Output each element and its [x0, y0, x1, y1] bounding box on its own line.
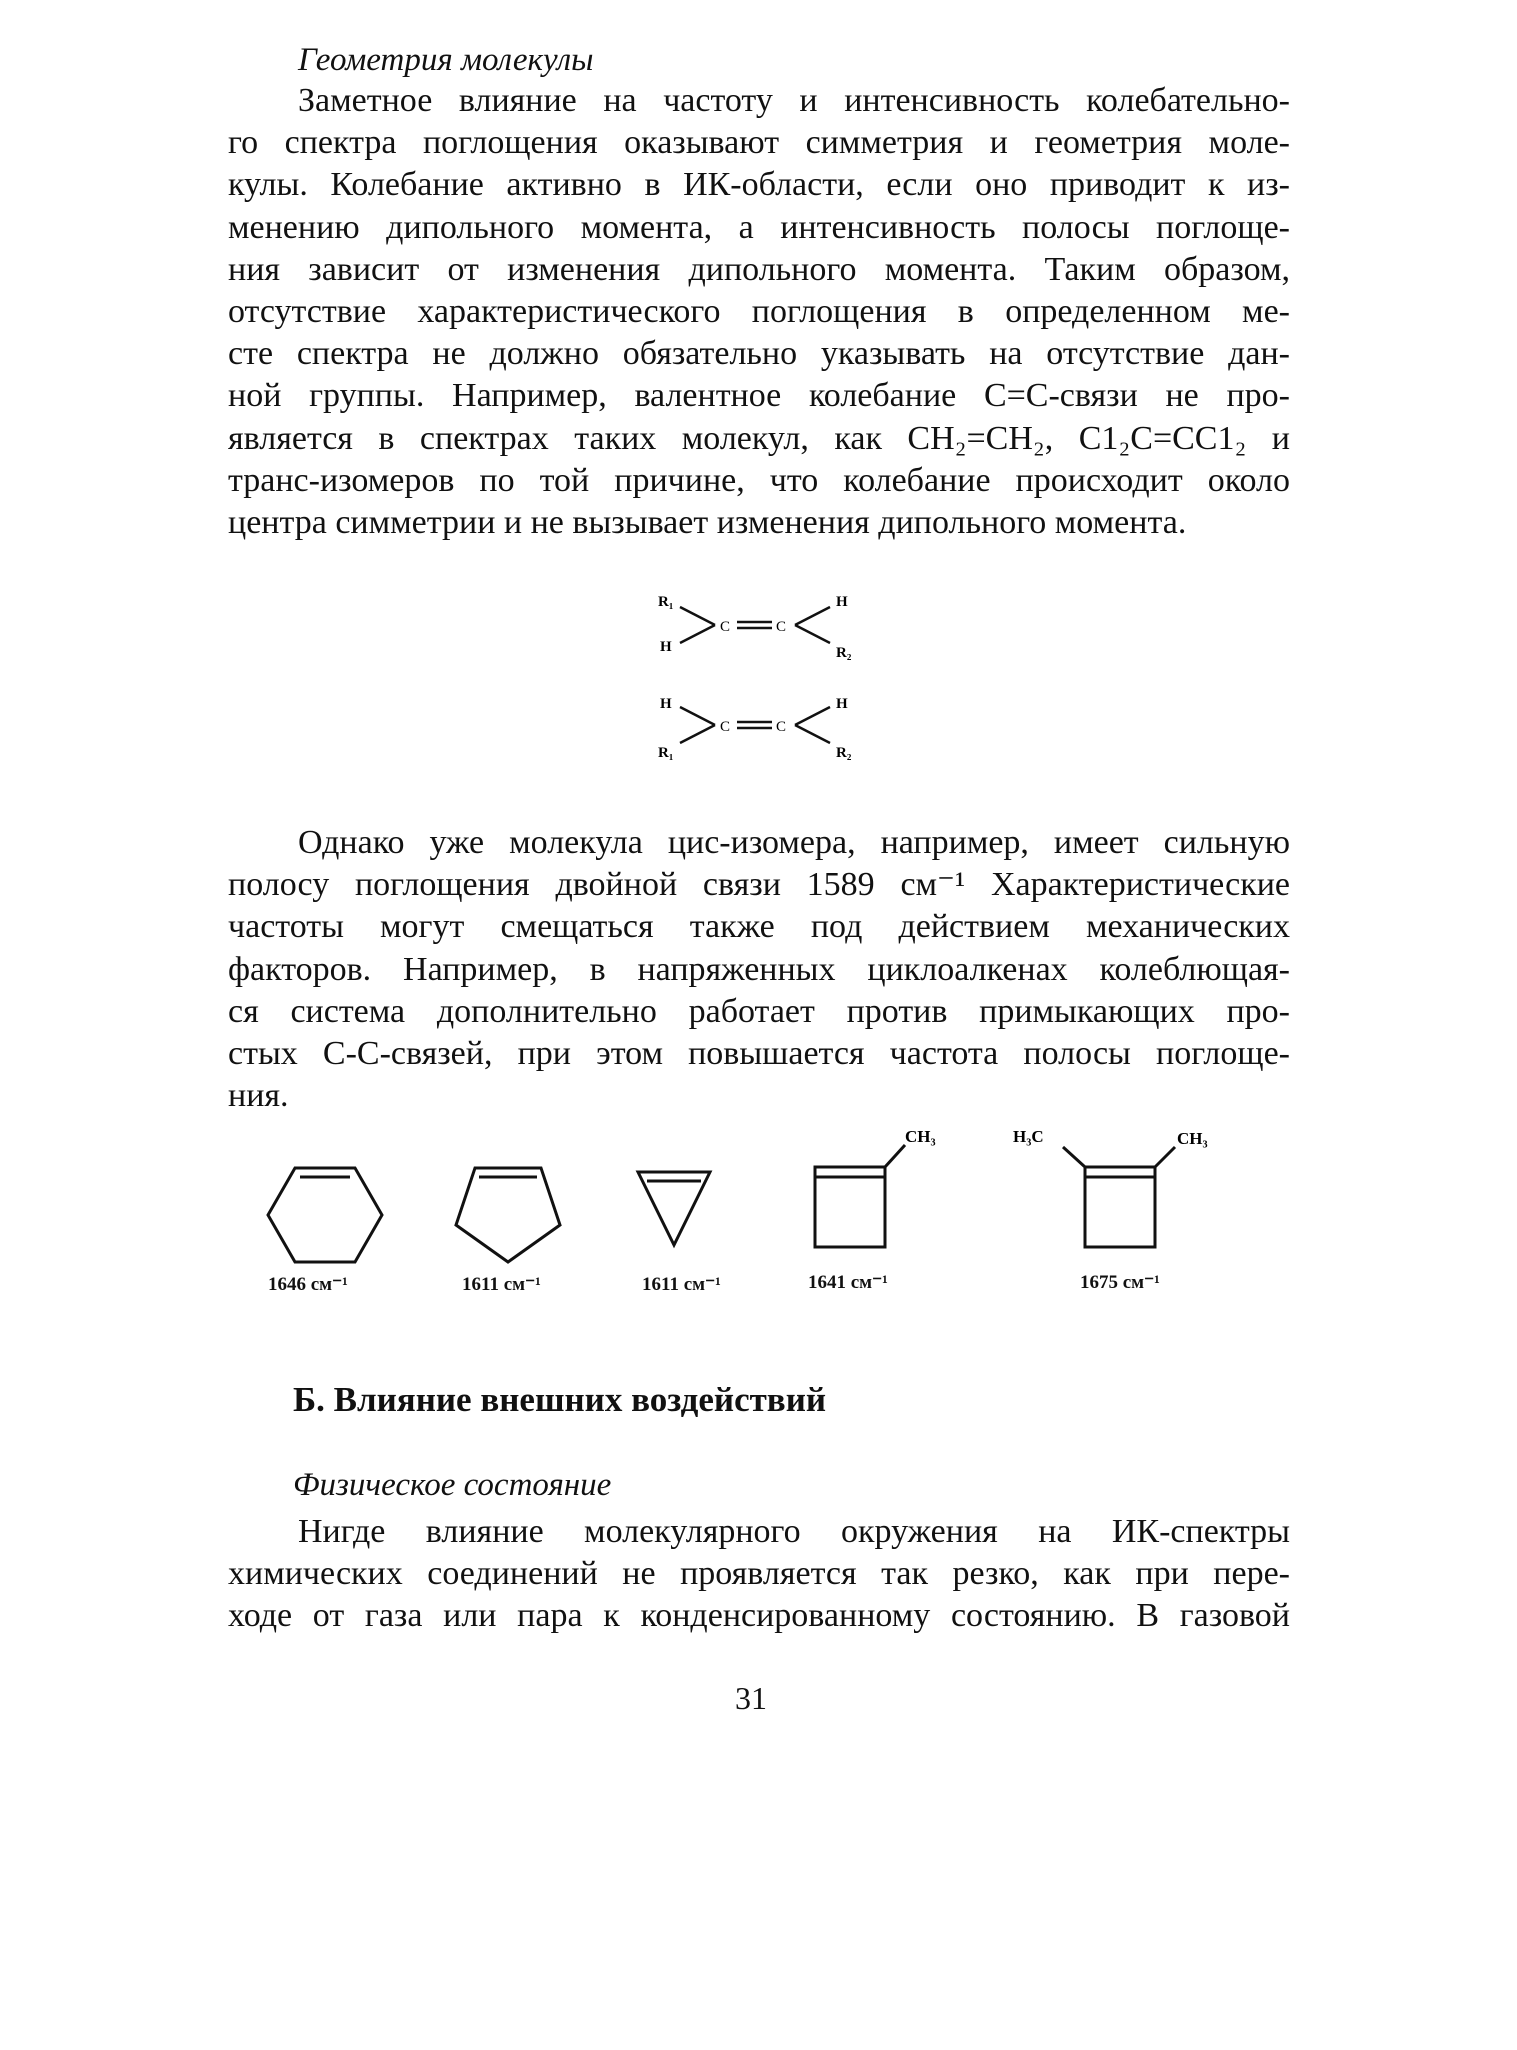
cyclohexene-frequency: 1646 см⁻¹	[268, 1274, 348, 1295]
cyclopentene-frequency: 1611 см⁻¹	[462, 1274, 541, 1295]
cis-right-bottom-label: R₂	[836, 745, 852, 761]
paragraph-line: ния.	[228, 1077, 289, 1115]
cyclohexene-structure	[268, 1168, 382, 1262]
section-title-external-effects: Б. Влияние внешних воздействий	[293, 1380, 827, 1419]
methyl-right-label: CH₃	[1177, 1129, 1208, 1148]
paragraph-line: факторов. Например, в напряженных циклоалкенах колеблющая-	[228, 950, 1290, 988]
dimethylcyclobutene-frequency: 1675 см⁻¹	[1080, 1272, 1160, 1293]
paragraph-line: ния зависит от изменения дипольного момента. Таким образом,	[228, 250, 1290, 288]
paragraph-line: частоты могут смещаться также под действием механических	[228, 908, 1290, 946]
paragraph-line: Нигде влияние молекулярного окружения на ИК-спектры	[298, 1513, 1290, 1550]
paragraph-line: Однако уже молекула цис-изомера, например, имеет сильную	[298, 824, 1290, 861]
methyl-label: CH₃	[905, 1127, 936, 1146]
paragraph-line: кулы. Колебание активно в ИК-области, если оно приводит к из-	[228, 166, 1290, 204]
trans-c1-label: C	[720, 619, 731, 635]
trans-c2-label: C	[776, 619, 787, 635]
cis-alkene-structure	[680, 707, 830, 743]
paragraph-cis-isomer	[228, 822, 1290, 1117]
paragraph-line: центра симметрии и не вызывает изменения дипольного момента.	[228, 503, 1187, 541]
paragraph-line: является в спектрах таких молекул, как СН₂=СН₂, С1₂С=СС1₂ и	[228, 419, 1290, 457]
page-number: 31	[735, 1680, 767, 1716]
trans-right-top-label: H	[836, 594, 848, 610]
paragraph-line: менению дипольного момента, а интенсивность полосы поглоще-	[228, 208, 1290, 246]
paragraph-line: ся система дополнительно работает против примыкающих про-	[228, 992, 1290, 1030]
paragraph-line: го спектра поглощения оказывают симметрия и геометрия моле-	[228, 124, 1290, 162]
cycloalkenes-figure	[255, 1120, 1215, 1320]
paragraph-line: сте спектра не должно обязательно указывать на отсутствие дан-	[228, 335, 1290, 373]
cyclopropene-frequency: 1611 см⁻¹	[642, 1274, 721, 1295]
paragraph-line: стых С-С-связей, при этом повышается частота полосы поглоще-	[228, 1034, 1290, 1072]
alkene-structures-figure	[640, 585, 880, 785]
methylcyclobutene-frequency: 1641 см⁻¹	[808, 1272, 888, 1293]
subsection-title-physical-state: Физическое состояние	[293, 1467, 612, 1503]
paragraph-line: ной группы. Например, валентное колебание С=С-связи не про-	[228, 377, 1290, 415]
dimethylcyclobutene-structure	[1063, 1147, 1175, 1247]
paragraph-line: полосу поглощения двойной связи 1589 см⁻¹ Характеристические	[228, 866, 1290, 904]
paragraph-geometry	[228, 80, 1290, 544]
paragraph-line: отсутствие характеристического поглощения в определенном ме-	[228, 292, 1290, 330]
cis-left-top-label: H	[660, 696, 672, 712]
trans-alkene-structure	[680, 607, 830, 643]
trans-left-top-label: R₁	[658, 594, 674, 610]
paragraph-line: Заметное влияние на частоту и интенсивность колебательно-	[298, 82, 1290, 119]
paragraph-line: химических соединений не проявляется так резко, как при пере-	[228, 1555, 1290, 1593]
paragraph-line: транс-изомеров по той причине, что колебание происходит около	[228, 461, 1290, 499]
paragraph-physical-state	[228, 1511, 1290, 1638]
trans-right-bottom-label: R₂	[836, 645, 852, 661]
methylcyclobutene-structure	[815, 1145, 905, 1247]
subsection-title-geometry: Геометрия молекулы	[298, 42, 594, 78]
cyclopentene-structure	[456, 1168, 560, 1262]
cis-right-top-label: H	[836, 696, 848, 712]
trans-left-bottom-label: H	[660, 639, 672, 655]
cyclopropene-structure	[638, 1172, 710, 1245]
cis-c2-label: C	[776, 719, 787, 735]
cis-left-bottom-label: R₁	[658, 745, 674, 761]
cis-c1-label: C	[720, 719, 731, 735]
paragraph-line: ходе от газа или пара к конденсированному состоянию. В газовой	[228, 1597, 1290, 1635]
methyl-left-label: H₃C	[1013, 1127, 1044, 1146]
